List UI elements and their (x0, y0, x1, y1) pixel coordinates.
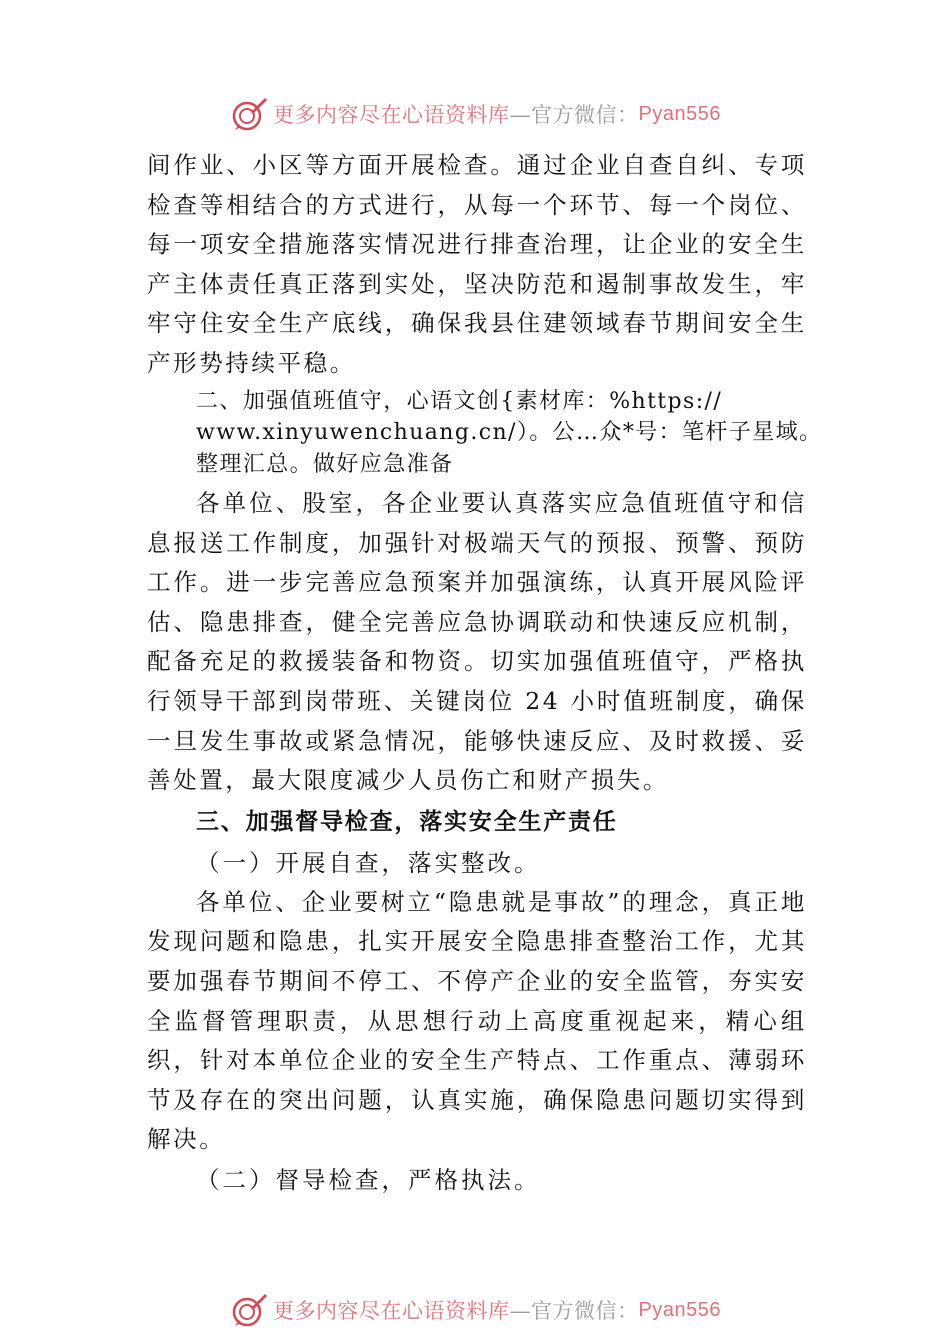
section-heading-2-line3: 整理汇总。做好应急准备 (196, 451, 454, 477)
paragraph-emergency-duty: 各单位、股室，各企业要认真落实应急值班值守和信息报送工作制度，加强针对极端天气的预报、预警、预防工作。进一步完善应急预案并加强演练，认真开展风险评估、隐患排查，健全完善应急协调联动和快速反应机制，配备充足的救援装备和物资。切实加强值班值守，严格执行领导干部到岗带班、关键岗位 24 小时值班制度，确保一旦发生事故或紧急情况，能够快速反应、及时救援、妥善处置，最大限度减少人员伤亡和财产损失。 (147, 489, 807, 795)
section-heading-2-line2: www.xinyuwenchuang.cn/）。公…众*号：笔杆子星域。 (196, 420, 823, 446)
watermark-wechat-id: Pyan556 (638, 1298, 721, 1321)
section-heading-2-line1: 二、加强值班值守，心语文创{素材库：%https:// (196, 388, 723, 414)
document-body (147, 146, 823, 1200)
pen-logo-icon (229, 1290, 269, 1330)
watermark-main-text: 更多内容尽在心语资料库 (273, 1299, 510, 1323)
watermark-separator-text: —官方微信： (509, 1299, 639, 1323)
watermark-wechat-id: Pyan556 (638, 102, 721, 125)
subheading-supervision: （二）督导检查，严格执法。 (196, 1165, 541, 1194)
watermark-banner-top (0, 92, 950, 136)
watermark-banner-bottom (0, 1288, 950, 1332)
pen-logo-icon (229, 94, 269, 134)
paragraph-continuation: 间作业、小区等方面开展检查。通过企业自查自纠、专项检查等相结合的方式进行，从每一个环节、每一个岗位、每一项安全措施落实情况进行排查治理，让企业的安全生产主体责任真正落到实处，坚决防范和遏制事故发生，牢牢守住安全生产底线，确保我县住建领域春节期间安全生产形势持续平稳。 (147, 151, 807, 377)
watermark-main-text: 更多内容尽在心语资料库 (273, 103, 510, 127)
section-heading-3: 三、加强督导检查，落实安全生产责任 (196, 808, 618, 835)
paragraph-self-inspection: 各单位、企业要树立“隐患就是事故”的理念，真正地发现问题和隐患，扎实开展安全隐患排查整治工作，尤其要加强春节期间不停工、不停产企业的安全监管，夯实安全监督管理职责，从思想行动上高度重视起来，精心组织，针对本单位企业的安全生产特点、工作重点、薄弱环节及存在的突出问题，认真实施，确保隐患问题切实得到解决。 (147, 887, 807, 1154)
section-heading-2 (147, 386, 823, 481)
watermark-separator-text: —官方微信： (509, 103, 639, 127)
subheading-self-inspection: （一）开展自查，落实整改。 (196, 848, 541, 877)
